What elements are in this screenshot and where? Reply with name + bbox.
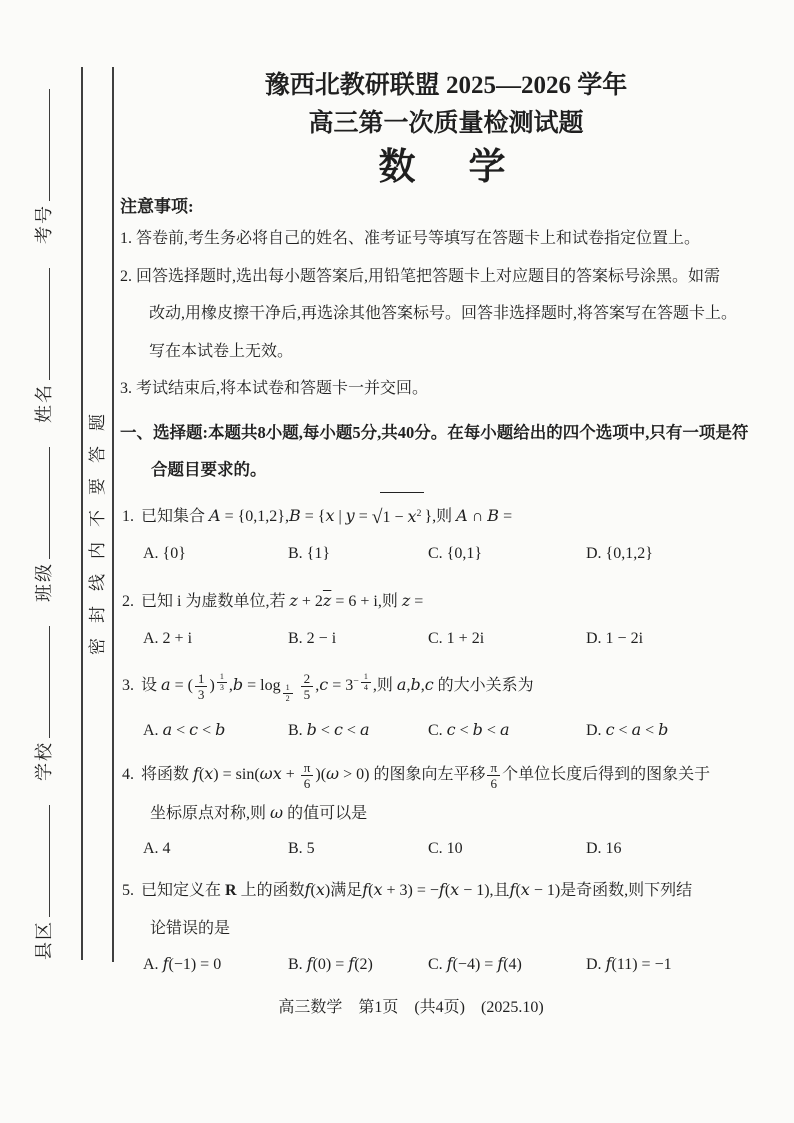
math-span: x [204,764,214,784]
seal-rule-inner [112,67,114,962]
math-span: f [162,954,169,974]
fraction: $\frac{\pi}{6}$ [301,760,314,791]
fraction: $\frac{1}{4}$ [361,672,371,692]
options-row [120,834,772,864]
option: C. 1 + 2i [428,630,485,648]
fraction: $\frac{2}{5}$ [301,671,314,702]
question-number: 1. [122,508,134,526]
math-span: a [396,675,407,695]
field-label: 姓名 [34,383,54,423]
question-stem-math: 论错误的是 [150,920,231,938]
question-number: 5. [122,882,134,900]
math-span: a [161,675,171,695]
math-span: a [499,720,510,740]
question [120,662,772,746]
question-stem-line [120,581,772,622]
math-span: y [345,506,355,526]
option: B. f(0) = f(2) [288,954,373,974]
math-span: ωx [259,764,282,784]
exam-content [120,60,772,1017]
notices-heading: 注意事项: [120,197,194,216]
question-stem-math: 坐标原点对称,则 ω 的值可以是 [150,803,368,823]
field-label: 考号 [34,204,54,244]
question-number: 4. [122,766,134,784]
math-span: A [209,506,221,526]
math-span: x [450,880,460,900]
question-stem-math: 将函数 f(x) = sin(ωx + $\frac{\pi}{6}$ )(ω > 0) 的图象向左平移 $\frac{\pi}{6}$ 个单位长度后得到的图象关于 [141,760,711,792]
math-span: f [193,764,199,784]
math-span: x [325,506,335,526]
field-write-line [49,626,50,738]
questions-list [120,492,772,981]
math-span: $\overline{z}$ [322,591,332,611]
question-stem-math: 已知定义在 R 上的函数f(x)满足f(x + 3) = −f(x − 1),且f(x − 1)是奇函数,则下列结 [141,880,693,900]
math-span: R [225,882,237,900]
question-stem-math: 已知 i 为虚数单位,若 $z + 2\overline{z} = 6 + i$,则 z = [141,591,424,611]
student-info-fields [31,68,57,960]
math-span: f [605,954,612,974]
notice-line: 写在本试卷上无效。 [149,342,294,360]
math-span: B [288,506,301,526]
field-label: 县区 [34,920,54,960]
math-span: b [472,720,483,740]
page-footer: 高三数学 第1页 (共4页) (2025.10) [278,999,544,1017]
math-span: c [446,720,456,740]
notice-line: 2. 回答选择题时,选出每小题答案后,用铅笔把答题卡上对应题目的答案标号涂黑。如需 [120,267,721,285]
section-heading [120,414,772,488]
option: D. f(11) = −1 [586,954,672,974]
option: A. 4 [143,840,171,858]
math-span: a [631,720,642,740]
math-span: 2 [416,507,422,519]
question [120,581,772,654]
question-number: 2. [122,593,134,611]
math-span: z [289,591,298,611]
option: A. a < c < b [143,720,226,740]
math-span: c [605,720,615,740]
math-span: b [410,675,421,695]
math-span [215,672,229,692]
seal-text: 密封线内不要答题 [88,399,107,655]
math-span: f [438,880,445,900]
option: D. 16 [586,840,622,858]
math-span [323,593,331,610]
math-span: c [424,675,434,695]
field-group [31,626,57,781]
math-span: b [306,720,317,740]
question-stem-line [120,754,772,795]
field-label: 班级 [34,562,54,602]
question-stem-line [120,911,772,947]
option: B. 5 [288,840,315,858]
math-span: A [456,506,468,526]
math-span: f [362,880,369,900]
options-row [120,624,772,654]
option: B. 2 − i [288,630,337,648]
math-span: c [319,675,329,695]
fraction: $\frac{\pi}{6}$ [487,760,500,791]
option: C. {0,1} [428,545,483,563]
math-span: b [232,675,244,695]
field-group [31,89,57,244]
field-write-line [49,268,50,380]
option: A. 2 + i [143,630,193,648]
math-span: a [162,720,173,740]
option: C. 10 [428,840,463,858]
option: B. b < c < a [288,720,370,740]
option: A. f(−1) = 0 [143,954,222,974]
field-group [31,447,57,602]
option: C. f(−4) = f(4) [428,954,522,974]
notices-list [120,220,772,408]
field-write-line [49,805,50,917]
option: D. 1 − 2i [586,630,644,648]
exam-title-line2: 高三第一次质量检测试题 [308,110,584,137]
sqrt-expression: $√1 - x^2$ [372,508,425,525]
question-stem-math: 设 a = ( $\frac{1}{3}$ ) $^{\frac{1}{3}}$ ,b = log $_{\frac{1}{2}}$ $\frac{2}{5}$ $,c = 3^{- \frac{1}{4}}$ ,则 a,b,c 的大小关系为 [141,671,534,703]
question-stem-line [120,795,772,832]
math-span: a [359,720,370,740]
math-span: x [315,880,325,900]
option: A. {0} [143,545,186,563]
math-span: c [333,720,343,740]
notice-line: 1. 答卷前,考生务必将自己的姓名、准考证号等填写在答题卡上和试卷指定位置上。 [120,230,701,247]
question [120,870,772,980]
math-span: B [487,506,500,526]
field-label: 学校 [34,741,54,781]
fraction: 1 2 [283,683,293,703]
seal-rule-outer [81,67,83,960]
math-span: f [348,954,355,974]
math-span: b [215,720,226,740]
math-span: x [373,880,383,900]
math-span: b [658,720,669,740]
notice-line: 3. 考试结束后,将本试卷和答题卡一并交回。 [120,380,429,397]
option: D. c < a < b [586,720,669,740]
notice-line: 改动,用橡皮擦干净后,再选涂其他答案标号。回答非选择题时,将答案写在答题卡上。 [149,305,738,322]
section-heading-line: 合题目要求的。 [151,459,267,479]
subject-title: 数 学 [378,147,514,188]
options-row [120,949,772,980]
question [120,492,772,570]
math-span: f [306,954,313,974]
exam-title-line1: 豫西北教研联盟 2025—2026 学年 [264,72,628,99]
option: C. c < b < a [428,720,510,740]
section-heading-line: 一、选择题:本题共8小题,每小题5分,共40分。在每小题给出的四个选项中,只有一项是符 [120,422,749,442]
math-span: f [446,954,453,974]
math-span [281,683,295,703]
field-group [31,268,57,423]
field-group [31,805,57,960]
math-span: ω [270,803,284,823]
math-span: − 1 4 [353,676,373,687]
fraction: $\frac{1}{3}$ [195,671,208,702]
field-write-line [49,447,50,559]
options-row [120,715,772,746]
math-span: f [497,954,504,974]
math-span: x [520,880,530,900]
math-span: f [509,880,516,900]
question-stem-line [120,662,772,713]
option: B. {1} [288,545,331,563]
fraction: 1 3 [217,672,227,692]
math-span: ω [326,764,340,784]
options-row [120,539,772,569]
question-number: 3. [122,677,134,695]
option: D. {0,1,2} [586,545,653,563]
math-span: x [407,506,417,526]
question-stem-line [120,870,772,911]
field-write-line [49,89,50,201]
question [120,754,772,864]
math-span: c [189,720,199,740]
math-span: f [304,880,311,900]
math-span: z [401,591,411,611]
question-stem-line [120,492,772,538]
question-stem-math: 已知集合 A = {0,1,2},B = {x | $y = √1 - x^2$ },则 A ∩ B = [141,508,512,525]
